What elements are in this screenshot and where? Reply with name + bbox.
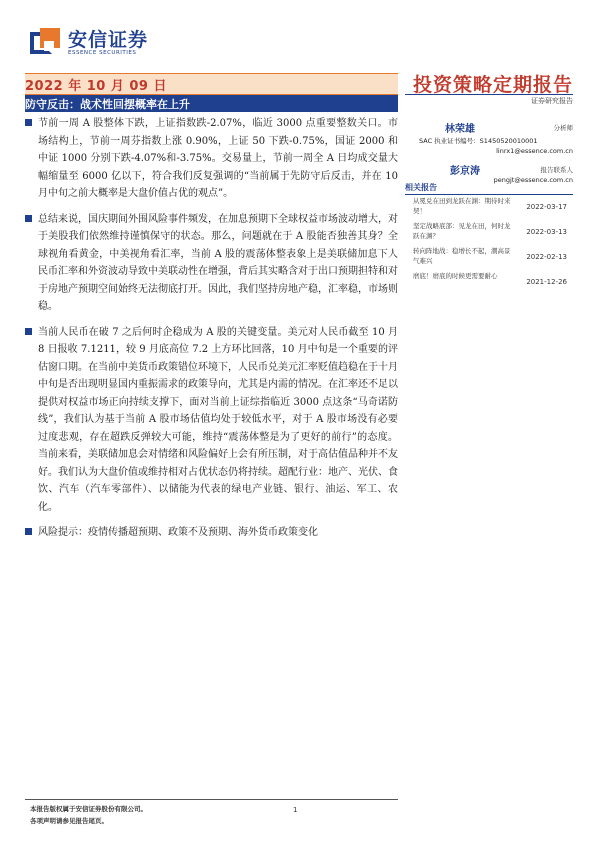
brand-name-cn: 安信证券 <box>68 29 149 51</box>
brand-name-en: ESSENCE SECURITIES <box>68 50 137 56</box>
related-report-title[interactable]: 从冕兑在田到龙跃在渊：期待时来契！ <box>413 197 511 215</box>
related-report-title[interactable]: 磨底！磨底的时候更需要耐心 <box>413 272 498 280</box>
related-report-date: 2022-02-13 <box>526 253 567 261</box>
bullet-icon <box>25 215 32 222</box>
analyst-sac: SAC 执业证书编号：S1450520010001 <box>419 137 538 145</box>
related-report-item[interactable] <box>405 246 573 271</box>
bullet-icon <box>25 119 32 126</box>
related-report-title[interactable]: 坚定战略底部：见龙在田，何时龙跃在渊？ <box>413 222 511 240</box>
bullet-icon <box>25 528 32 535</box>
analyst-role: 分析师 <box>553 124 573 132</box>
related-report-date: 2022-03-13 <box>526 228 567 236</box>
risk-note: 风险提示：疫情传播超预期、政策不及预期、海外货币政策变化 <box>25 524 398 542</box>
analyst-name: 林荣雄 <box>445 124 475 135</box>
related-report-title[interactable]: 转向阵地战：稳增长不起，潮高景气难兴 <box>413 247 511 265</box>
bullet-icon <box>25 328 32 335</box>
main-body <box>25 115 398 550</box>
footer-line: 本报告版权属于安信证券股份有限公司。 <box>30 805 147 813</box>
divider <box>405 94 573 95</box>
date-bar <box>25 73 398 95</box>
related-report-item[interactable] <box>405 271 573 296</box>
analyst-name: 彭京涛 <box>450 166 480 177</box>
logo-icon <box>30 28 60 58</box>
paragraph: 总结来说，国庆期间外围风险事件频发，在加息预期下全球权益市场波动增大，对于美股我们依然维持谨慎保守的状态。那么，问题就在于 A 股能否独善其身？全球视角看黄金，中美视角看汇率，当前 A 股的震荡体整表象上是美联储加息下人民币汇率和外资波动导致中美联动性在增强，背后其实略含对于出口预期担特和对于房地产预期空间始终无法彻底打开。因此，我们坚持房地产稳，汇率稳，市场则稳。 <box>25 211 398 316</box>
logo <box>30 28 148 58</box>
footer-divider <box>25 799 398 800</box>
related-reports-list <box>405 196 573 296</box>
paragraph: 节前一周 A 股整体下跌，上证指数跌-2.07%，临近 3000 点重要整数关口。市场结构上，节前一周芬指数上涨 0.90%，上证 50 下跌-0.75%，国证 2000 和中证 1000 分别下跌-4.07%和-3.75%。交易量上，节前一周全 A 日均成交量大幅缩量至 6000 亿以下，符合我们反复强调的“当前属于先防守后反击，并在 10 月中旬之前大概率是大盘价值占优的观点”。 <box>25 115 398 203</box>
related-reports-title: 相关报告 <box>405 182 573 195</box>
analyst-card <box>405 120 573 162</box>
footer-line: 各项声明请参见报告尾页。 <box>30 817 108 825</box>
related-report-item[interactable] <box>405 221 573 246</box>
footer-disclaimer <box>30 803 147 827</box>
report-date: 2022 年 10 月 09 日 <box>25 79 167 94</box>
analyst-email[interactable]: pengjt@essence.com.cn <box>493 176 573 184</box>
report-category: 证券研究报告 <box>531 97 573 105</box>
related-report-date: 2022-03-17 <box>526 203 567 211</box>
report-subtitle: 防守反击：战术性回摆概率在上升 <box>25 98 190 111</box>
page-number: 1 <box>293 806 298 814</box>
paragraph: 当前人民币在破 7 之后何时企稳成为 A 股的关键变量。美元对人民币截至 10 月 8 日报收 7.1211，较 9 月底高位 7.2 上方环比回落，10 月中旬是一个重要的评估窗口期。在当前中美货币政策错位环境下，人民币兑美元汇率贬值趋稳在于十月中旬是否出现明显国内重振需求的政策导向，尤其是内需的情况。在汇率还不足以提供对权益市场正向持续支撑下，面对当前上证综指临近 3000 点这条“马奇诺防线”，我们认为基于当前 A 股市场估值均处于较低水平，对于 A 股市场没有必要过度悲观，存在超跌反弹较大可能，维持“震荡体整是为了更好的前行”的态度。当前来看，美联储加息会对情绪和风险偏好上会有所压制，对于高估值品种并不友好。我们认为大盘价值或维持相对占优状态仍将持续。超配行业：地产、光伏、食饮、汽车（汽车零部件）、以储能为代表的绿电产业链、银行、油运、军工、农化。 <box>25 324 398 517</box>
subtitle-bar <box>25 95 398 112</box>
related-report-date: 2021-12-26 <box>526 278 567 286</box>
analyst-email[interactable]: linrx1@essence.com.cn <box>496 147 573 155</box>
related-report-item[interactable] <box>405 196 573 221</box>
analyst-role: 报告联系人 <box>540 166 573 174</box>
report-type: 投资策略定期报告 <box>412 74 573 96</box>
